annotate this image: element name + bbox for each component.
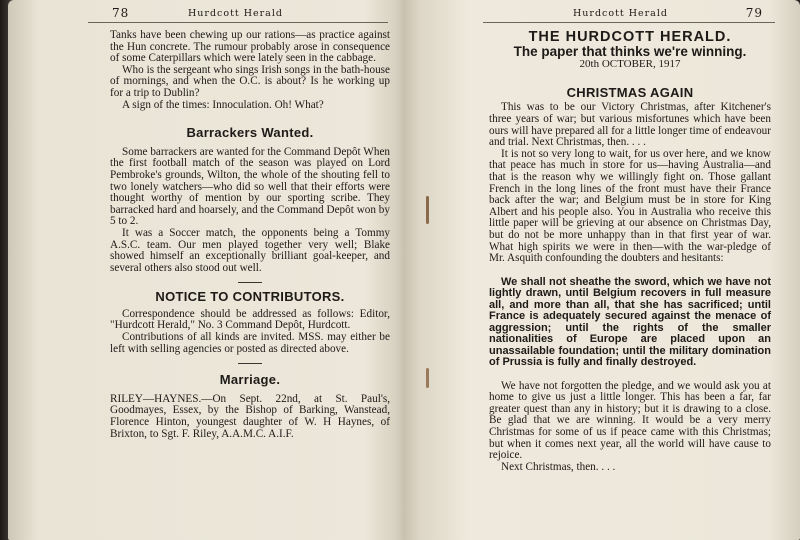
paragraph: It is not so very long to wait, for us over here, and we know that peace has much in store for us—having Australia—and that is the reason why we willingly fight on. Those gallant French in the long lines of the front must have their France back after the war; and Belgium must be in store for King Albert and his people also. You in Australia who receive this little paper will be grieving at our absence on Christmas Day, but do not be more unhappy than in that first year of war. What high spirits we were in then—with the war-pledge of Mr. Asquith confounding the doubters and hesitants: — [489, 147, 771, 265]
running-head — [88, 8, 388, 23]
binding-staple — [426, 196, 429, 224]
left-page — [88, 0, 388, 540]
page-number: 78 — [112, 6, 130, 20]
running-head-title: Hurdcott Herald — [188, 8, 283, 19]
section-title: Marriage. — [219, 372, 281, 388]
masthead-title: THE HURDCOTT HERALD. — [528, 29, 732, 45]
right-page — [483, 0, 775, 540]
paragraph: Who is the sergeant who sings Irish songs in the bath-house of mornings, and when the O.C. is about? Is he working up for a trip to Dublin? — [110, 63, 390, 99]
running-head — [483, 8, 775, 23]
section-title: NOTICE TO CONTRIBUTORS. — [155, 289, 345, 305]
divider — [238, 282, 262, 283]
paragraph: Some barrackers are wanted for the Command Depôt When the first football match of the season was played on Lord Pembroke's grounds, Wilton, the whole of the shouting fell to two lonely watchers—who did so well that their efforts were thought worthy of mention by our sporting scribe. They barracked hard and hoarsely, and the Command Depôt won by 5 to 2. — [110, 145, 390, 228]
divider — [238, 363, 262, 364]
paragraph: Tanks have been chewing up our rations—as practice against the Hun concrete. The rumour probably arose in consequence of some Caterpillars which were lately seen in the cabbage. — [110, 29, 390, 65]
running-head-title: Hurdcott Herald — [573, 8, 668, 19]
paragraph: We have not forgotten the pledge, and we would ask you at home to give us just a little longer. This has been a far, far greater quest than any in history; but it is drawing to a close. Be glad that we are winning. It would be a very merry Christmas for some of us if peace came with this Christmas; but when it comes next year, all the world will have cause to rejoice. — [489, 379, 771, 462]
binding-staple — [426, 368, 429, 388]
pledge-quote: We shall not sheathe the sword, which we have not lightly drawn, until Belgium recovers in full measure all, and more than all, that she has sacrificed; until France is adequately secured against the menace of aggression; until the rights of the smaller nationalities of Europe are placed upon an unassailable foundation; until the military domination of Prussia is fully and finally destroyed. — [489, 275, 771, 369]
right-column — [489, 30, 771, 473]
paragraph: A sign of the times: Innoculation. Oh! What? — [122, 98, 324, 111]
left-column — [110, 30, 390, 440]
paragraph: This was to be our Victory Christmas, after Kitchener's three years of war; but various misfortunes which have been ours will have prepared all for a little longer time of endeavour and trial. Next Christmas, then. . . . — [489, 101, 771, 149]
paragraph: It was a Soccer match, the opponents being a Tommy A.S.C. team. Our men played together very well; Blake showed himself an exceptionally brilliant goal-keeper, and several others also stood out well. — [110, 226, 390, 274]
paragraph: Next Christmas, then. . . . — [501, 460, 616, 473]
section-title: CHRISTMAS AGAIN — [566, 84, 694, 100]
masthead — [489, 29, 771, 71]
paragraph: RILEY—HAYNES.—On Sept. 22nd, at St. Paul's, Goodmayes, Essex, by the Bishop of Barking, Wanstead, Florence Hinton, youngest daughter of W. H Haynes, of Brixton, to Sgt. F. Riley, A.A.M.C. A.I.F. — [110, 392, 390, 440]
paragraph: Correspondence should be addressed as follows: Editor, "Hurdcott Herald," No. 3 Command Depôt, Hurdcott. — [110, 307, 390, 332]
masthead-date: 20th OCTOBER, 1917 — [579, 58, 681, 71]
page-spread — [8, 0, 800, 540]
section-title: Barrackers Wanted. — [186, 125, 314, 141]
masthead-tagline: The paper that thinks we're winning. — [513, 43, 747, 59]
page-number: 79 — [745, 6, 763, 20]
paragraph: Contributions of all kinds are invited. MSS. may either be left with selling agencies or posted as directed above. — [110, 331, 390, 355]
